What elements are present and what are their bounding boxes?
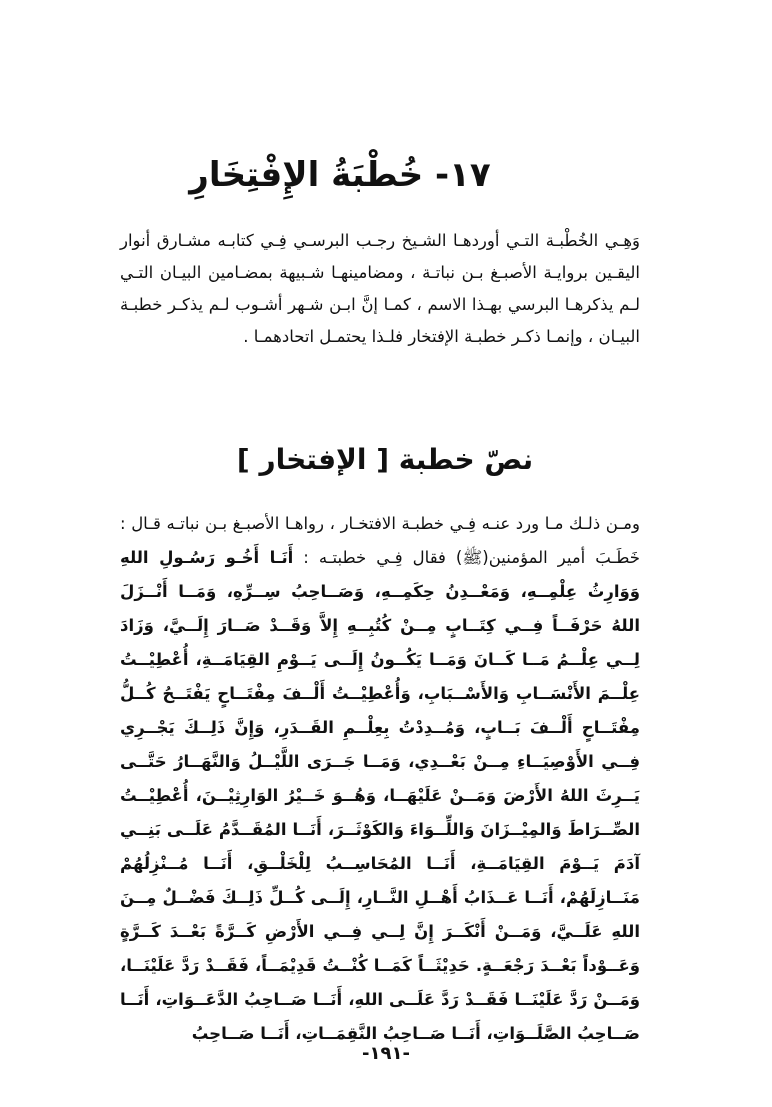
sermon-text: أَنَـا أَخُـو رَسُـولِ اللهِ وَوَارِثُ عِلْمِــهِ، وَمَعْــدِنُ حِكَمِــهِ، وَصَــاحِبُ سِــرِّهِ، وَمَــا أَنْــزَلَ اللهُ حَرْفَــاً فِــي كِتَــابٍ مِــنْ كُتُبِــهِ إِلاَّ وَقَــدْ صَــارَ إِلَــيَّ، وَزَادَ لِــي عِلْــمُ مَــا كَــانَ وَمَــا يَكُــونُ إِلَــى يَــوْمِ القِيَامَــةِ، أُعْطِيْــتُ عِلْــمَ الأَنْسَــابِ وَالأَسْــبَابِ، وَأُعْطِيْــتُ أَلْــفَ مِفْتَــاحٍ يَفْتَــحُ كُــلُّ مِفْتَــاحٍ أَلْــفَ بَــابٍ، وَمُــدِدْتُ بِعِلْــمِ القَــدَرِ، وَإِنَّ ذَلِــكَ يَجْــرِي فِــي الأَوْصِيَــاءِ مِــنْ بَعْــدِي، وَمَــا جَــرَى اللَّيْــلُ وَالنَّهَــارُ حَتَّــى يَــرِثَ اللهُ الأَرْضَ وَمَــنْ عَلَيْهَــا، وَهُــوَ خَــيْرُ الوَارِثِيْــنَ، أُعْطِيْــتُ الصِّــرَاطَ وَالمِيْــزَانَ وَاللِّــوَاءَ وَالكَوْثَــرَ، أَنَــا المُقَــدَّمُ عَلَــى بَنِــي آدَمَ يَــوْمَ القِيَامَــةِ، أَنَــا المُحَاسِــبُ لِلْخَلْــقِ، أَنَــا مُــنْزِلُهُمْ مَنَــازِلَهُمْ، أَنَــا عَــذَابُ أَهْــلِ النَّــارِ، إِلَــى كُــلِّ ذَلِــكَ فَضْــلٌ مِــنَ اللهِ عَلَــيَّ، وَمَــنْ أَنْكَــرَ إِنَّ لِــي فِــي الأَرْضِ كَــرَّةً بَعْــدَ كَــرَّةٍ وَعَــوْداً بَعْــدَ رَجْعَــةٍ. حَدِيْثَــاً كَمَــا كُنْــتُ قَدِيْمَــاً، فَقَــدْ رَدَّ عَلَيْنَــا، وَمَــنْ رَدَّ عَلَيْنَــا فَقَــدْ رَدَّ عَلَــى اللهِ، أَنَــا صَــاحِبُ الدَّعَــوَاتِ، أَنَــا صَــاحِبُ الصَّلَــوَاتِ، أَنَــا صَــاحِبُ النَّقِمَــاتِ، أَنَــا صَــاحِبُ (120, 548, 640, 1043)
sermon-paragraph (120, 507, 640, 1051)
intro-paragraph: وَهِـي الخُطْبـة التـي أوردهـا الشـيخ رجـب البرسـي فِـي كتابـه مشـارق أنوار اليقـين بروايـة الأصبـغ بـن نباتـة ، ومضامينهـا شـبيهة بمضـامين البيـان التـي لـم يذكرهـا البرسي بهـذا الاسم ، كمـا إنَّ ابـن شـهر أشـوب لـم يذكـر خطبـة البيـان ، وإنمـا ذكـر خطبـة الإفتخار فلـذا يحتمـل اتحادهمـا . (120, 231, 640, 346)
page-number: -١٩١- (362, 1043, 410, 1064)
chapter-title: ١٧- خُطْبَةُ الإِفْتِخَارِ (189, 155, 491, 195)
section-heading: نصّ خطبة [ الإفتخار ] (236, 443, 534, 476)
narration-text: ومـن ذلـك مـا ورد عنـه فِـي خطبـة الافتخـار ، رواهـا الأصبـغ بـن نباتـه قـال : خَطَـبَ أمير المؤمنين(ﷺ) فقال فِـي خطبتـه : (120, 514, 641, 567)
